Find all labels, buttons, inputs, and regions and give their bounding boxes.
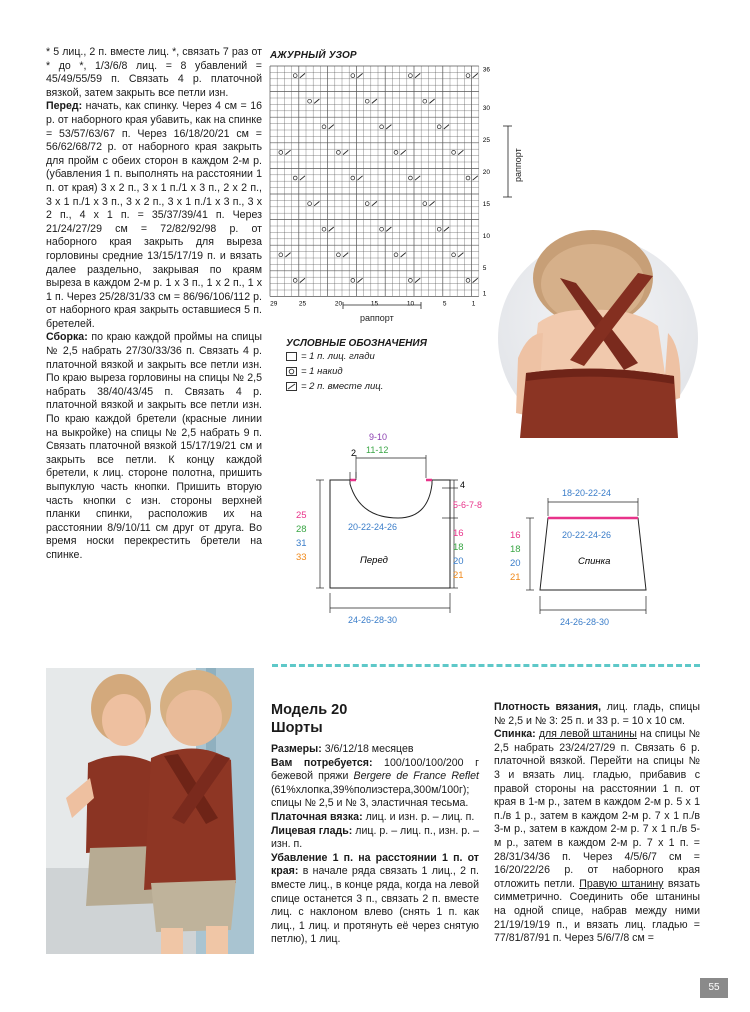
k2tog-mark <box>343 253 348 257</box>
photo-two-children <box>46 668 254 954</box>
yarn-over-mark <box>337 253 341 257</box>
front-shoulder-black: 4 <box>460 480 466 490</box>
paragraph-back-end: * 5 лиц., 2 п. вместе лиц. *, связать 7 раз от * до *, 1/3/6/8 лиц. = 8 убавлений = 45/49/55/59 п. Связать 4 р. платочной вязкой, затем закрыть все петли изн. <box>46 46 262 99</box>
yarn-over-mark <box>365 202 369 206</box>
k2tog-mark <box>285 253 290 257</box>
k2tog-mark <box>444 125 449 129</box>
chart-grid <box>270 66 479 296</box>
back-top-width: 18-20-22-24 <box>562 488 612 498</box>
assembly-label: Сборка: <box>46 331 88 344</box>
yarn-over-mark <box>466 176 470 180</box>
yarn-over-mark <box>452 151 456 155</box>
front-label: Перед <box>360 555 388 566</box>
chart-row-label: 1 <box>482 290 487 298</box>
back-label: Спинка <box>578 556 611 567</box>
yarn-over-mark <box>308 99 312 103</box>
back-left-h-1: 16 <box>510 530 521 541</box>
paragraph-assembly <box>46 331 262 562</box>
yarn-over-mark <box>308 202 312 206</box>
legend-item-knit: = 1 п. лиц. глади <box>286 349 427 364</box>
rapport-vertical: раппорт <box>513 148 523 182</box>
yarn-over-mark <box>437 227 441 231</box>
k2tog-mark <box>429 201 434 205</box>
k2tog-mark <box>386 125 391 129</box>
decrease-line: Убавление 1 п. на расстоянии 1 п. от края: в начале ряда связать 1 лиц., 2 п. вместе лиц., в конце ряда, когда на левой спице останется 3 п., связать 2 п. вместе лиц. с наклоном влево (снять 1 п. как лиц., 1 лиц. и протянуть её через снятую петлю), 1 лиц. <box>271 851 479 946</box>
yarn-over-mark <box>437 125 441 129</box>
chart-col-labels <box>270 300 476 307</box>
chart-row-label: 15 <box>482 201 491 209</box>
section-separator <box>272 664 700 667</box>
k2tog-mark <box>300 73 305 77</box>
k2tog-mark <box>473 176 478 180</box>
k2tog-mark <box>415 176 420 180</box>
front-left-h-3: 31 <box>296 538 307 549</box>
k2tog-mark <box>458 150 463 154</box>
density-line: Плотность вязания, лиц. гладь, спицы № 2,5 и № 3: 25 п. и 33 р. = 10 х 10 см. <box>494 701 700 727</box>
back-bottom-width: 24-26-28-30 <box>560 617 610 627</box>
k2tog-mark <box>300 176 305 180</box>
k2tog-mark <box>300 278 305 282</box>
yarn-over-mark <box>293 279 297 283</box>
yarn-over-mark <box>279 151 283 155</box>
k2tog-mark <box>444 227 449 231</box>
k2tog-mark <box>357 73 362 77</box>
k2tog-mark <box>329 125 334 129</box>
yarn-over-mark <box>293 74 297 78</box>
chart-col-label: 20 <box>334 300 343 308</box>
k2tog-mark <box>314 201 319 205</box>
legend-item-k2tog: = 2 п. вместе лиц. <box>286 379 427 394</box>
assembly-text: по краю каждой проймы на спицы № 2,5 набрать 27/30/33/36 п. Связать 4 р. платочной вязкой и закрыть все петли изн. По краю выреза горловины на спицы № 2,5 набрать 38/40/43/45 п. Связать 4 р. платочной вязкой и закрыть все петли изн. По краю каждой бретели (красные линии на выкройке) на спицы № 2,5 набрать 9 п. Связать платочной вязкой 15/17/19/21 см и закрыть все петли. К концу каждой бретели, к лиц. стороне полотна, пришить выпуклую часть кнопки. Пришить вторую часть кнопки с изн. стороны верхней планки спинки, расположив их на расстоянии 8/9/10/11 см друг от друга. Во время носки перекрестить бретели на спинке. <box>46 331 262 561</box>
k2tog-icon <box>286 382 297 391</box>
yarn-over-mark <box>409 74 413 78</box>
chart-title: АЖУРНЫЙ УЗОР <box>270 50 357 61</box>
yarn-over-mark <box>365 99 369 103</box>
materials-line: Вам потребуется: 100/100/100/200 г бежевой пряжи Bergere de France Reflet (61%хлопка,39%полиэстера,300м/100г); спицы № 2,5 и № 3, эластичная тесьма. <box>271 756 479 810</box>
yarn-over-mark <box>322 125 326 129</box>
k2tog-mark <box>343 150 348 154</box>
k2tog-mark <box>401 253 406 257</box>
left-text-column <box>46 46 262 563</box>
front-left-h-1: 25 <box>296 510 307 521</box>
rapport-horizontal: раппорт <box>360 313 394 323</box>
yarn-over-mark <box>337 151 341 155</box>
yarn-over-mark <box>279 253 283 257</box>
front-text: начать, как спинку. Через 4 см = 16 р. от наборного края убавить, как на спинке = 53/57/63/67 п. Через 16/18/20/21 см = 56/62/68/72 р. от наборного края закрыть для пройм с обеих сторон в каждом 2-м р. (убавления 1 п. выполнять на расстоянии 1 п. от края) 3 х 2 п., 3 х 1 п./1 х 3 п., 2 х 2 п., 3 х 1 п./1 х 3 п., 3 х 2 п., 3 х 1 п./1 х 3 п., 3 х 2 п., 4 х 1 п. = 35/37/39/41 п. Через 21/24/27/29 см = 72/82/92/98 р. от наборного края закрыть для выреза горловины средние 13/15/17/19 п. и вязать далее раздельно, закрывая по краям выреза в каждом 2-м р. 1 х 3 п., 1 х 2 п., 1 х 1 п. Через 25/28/31/33 см = 86/96/106/112 р. от наборного края закрыть оставшиеся 5 п. бретелей. <box>46 100 262 330</box>
back-left-h-3: 20 <box>510 558 521 569</box>
back-mid-width: 20-22-24-26 <box>562 530 612 540</box>
chart-col-label: 25 <box>298 300 307 308</box>
k2tog-mark <box>372 99 377 103</box>
lace-chart <box>266 62 523 327</box>
k2tog-mark <box>415 73 420 77</box>
k2tog-mark <box>473 278 478 282</box>
garter-line: Платочная вязка: лиц. и изн. р. – лиц. п. <box>271 810 475 823</box>
yarn-over-mark <box>423 99 427 103</box>
yarn-over-icon <box>286 367 297 376</box>
front-mid-width: 20-22-24-26 <box>348 522 398 532</box>
front-left-h-4: 33 <box>296 552 307 563</box>
chart-row-label: 10 <box>482 233 491 241</box>
legend-item-yo: = 1 накид <box>286 364 427 379</box>
k2tog-mark <box>458 253 463 257</box>
yarn-over-mark <box>466 74 470 78</box>
yarn-over-mark <box>452 253 456 257</box>
chart-row-label: 30 <box>482 105 491 113</box>
yarn-over-mark <box>394 253 398 257</box>
chart-marks <box>279 73 478 282</box>
yarn-over-mark <box>423 202 427 206</box>
model-number: Модель 20 <box>271 702 348 718</box>
k2tog-mark <box>372 201 377 205</box>
k2tog-mark <box>329 227 334 231</box>
k2tog-mark <box>314 99 319 103</box>
front-right-h-4: 21 <box>453 570 464 581</box>
page-number: 55 <box>700 978 728 998</box>
knit-symbol-icon <box>286 352 297 361</box>
paragraph-front <box>46 100 262 331</box>
chart-col-label: 1 <box>471 300 476 308</box>
front-right-h-1: 16 <box>453 528 464 539</box>
model-name: Шорты <box>271 720 323 736</box>
chart-row-labels <box>483 67 491 298</box>
front-label: Перед: <box>46 100 83 113</box>
chart-row-label: 20 <box>482 169 491 177</box>
legend-title: УСЛОВНЫЕ ОБОЗНАЧЕНИЯ <box>286 338 427 349</box>
chart-row-label: 36 <box>482 66 491 74</box>
k2tog-mark <box>415 278 420 282</box>
yarn-over-mark <box>322 227 326 231</box>
chart-col-label: 29 <box>270 300 278 308</box>
stockinette-line: Лицевая гладь: лиц. р. – лиц. п., изн. р. – изн. п. <box>271 824 479 851</box>
chart-col-label: 10 <box>406 300 415 308</box>
middle-text-column <box>271 743 479 947</box>
k2tog-mark <box>386 227 391 231</box>
front-right-h-3: 20 <box>453 556 464 567</box>
yarn-over-mark <box>466 279 470 283</box>
back-left-h-2: 18 <box>510 544 521 555</box>
chart-row-label: 5 <box>482 265 487 273</box>
front-left-h-2: 28 <box>296 524 307 535</box>
sizes-line: Размеры: 3/6/12/18 месяцев <box>271 743 414 755</box>
front-right-h-2: 18 <box>453 542 464 553</box>
chart-col-label: 5 <box>442 300 447 308</box>
front-bottom-width: 24-26-28-30 <box>348 615 398 625</box>
chart-row-label: 25 <box>482 137 491 145</box>
front-neck-black: 2 <box>351 448 357 458</box>
yarn-over-mark <box>351 74 355 78</box>
front-armhole-sizes: 5-6-7-8 <box>453 500 483 510</box>
yarn-over-mark <box>351 279 355 283</box>
schematic-back <box>500 480 650 630</box>
photo-child-back-view <box>498 238 698 438</box>
back-paragraph: Спинка: для левой штанины на спицы № 2,5 набрать 23/24/27/29 п. Связать 6 р. платочной вязкой. Перейти на спицы № 3 и вязать лиц. гладью, прибавив с правой стороны на расстоянии 1 п. от края в 1-м р., затем в каждом 2-м р. 5 х 1 п./в 1 р., затем в каждом 2-м р. 7 х 1 п./в 3-м р., затем в каждом 2-м р. 7 х 1 п./в 5-м р., затем в каждом 2-м р. 7 х 1 п. = 28/31/34/36 п. Через 4/5/6/7 см = 16/20/22/26 р. от наборного края отложить петли. Правую штанину вязать симметрично. Соединить обе штанины на одной спице, набрав между ними 21/19/19/19 п., и вязать лиц. гладью = 77/81/87/91 п. Через 5/6/7/8 см = <box>494 728 700 945</box>
yarn-over-mark <box>380 227 384 231</box>
yarn-over-mark <box>394 151 398 155</box>
model-heading <box>271 701 347 737</box>
right-text-column <box>494 701 700 946</box>
k2tog-mark <box>285 150 290 154</box>
front-neck-purple: 9-10 <box>369 432 388 442</box>
yarn-over-mark <box>380 125 384 129</box>
yarn-over-mark <box>409 279 413 283</box>
k2tog-mark <box>401 150 406 154</box>
chart-col-label: 15 <box>370 300 379 308</box>
schematic-front <box>290 428 500 628</box>
k2tog-mark <box>429 99 434 103</box>
legend <box>286 338 427 394</box>
yarn-over-mark <box>351 176 355 180</box>
k2tog-mark <box>357 176 362 180</box>
k2tog-mark <box>473 73 478 77</box>
yarn-over-mark <box>293 176 297 180</box>
front-neck-green: 11-12 <box>366 445 389 455</box>
back-left-h-4: 21 <box>510 572 521 583</box>
k2tog-mark <box>357 278 362 282</box>
yarn-over-mark <box>409 176 413 180</box>
